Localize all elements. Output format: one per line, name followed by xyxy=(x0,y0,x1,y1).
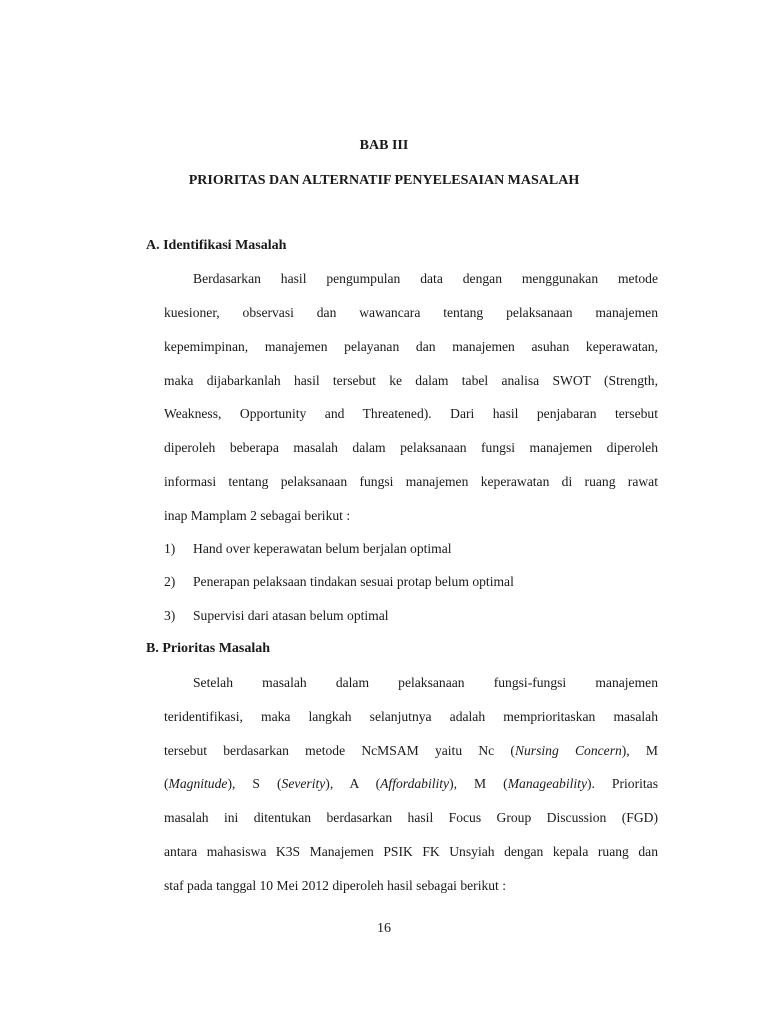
section-a-line: Berdasarkan hasil pengumpulan data dengan menggunakan metode xyxy=(193,271,658,286)
section-b-line: Setelah masalah dalam pelaksanaan fungsi-fungsi manajemen xyxy=(193,675,658,690)
section-b-line: teridentifikasi, maka langkah selanjutnya adalah memprioritaskan masalah xyxy=(164,709,658,724)
section-a-line: kuesioner, observasi dan wawancara tentang pelaksanaan manajemen xyxy=(164,305,658,320)
list-item-number: 1) xyxy=(164,541,176,556)
chapter-title: PRIORITAS DAN ALTERNATIF PENYELESAIAN MASALAH xyxy=(188,173,580,188)
page-number: 16 xyxy=(377,921,391,936)
section-a-line: diperoleh beberapa masalah dalam pelaksanaan fungsi manajemen diperoleh xyxy=(164,440,658,455)
term-nursing-concern: Nursing Concern xyxy=(514,743,622,758)
term-severity: Severity xyxy=(281,776,326,791)
section-b-heading: B. Prioritas Masalah xyxy=(146,641,271,656)
list-item-text: Penerapan pelaksaan tindakan sesuai protap belum optimal xyxy=(193,574,514,589)
section-a-line: maka dijabarkanlah hasil tersebut ke dalam tabel analisa SWOT (Strength, xyxy=(164,373,658,388)
text-run: ), M xyxy=(621,743,659,758)
text-run: ), A ( xyxy=(325,776,381,791)
section-a-line: informasi tentang pelaksanaan fungsi manajemen keperawatan di ruang rawat xyxy=(164,474,658,489)
list-item-number: 3) xyxy=(164,608,176,623)
section-b-line: staf pada tanggal 10 Mei 2012 diperoleh hasil sebagai berikut : xyxy=(164,878,507,893)
list-item-text: Supervisi dari atasan belum optimal xyxy=(193,608,389,623)
term-affordability: Affordability xyxy=(380,776,450,791)
text-run: ), M ( xyxy=(449,776,508,791)
text-run: tersebut berdasarkan metode NcMSAM yaitu Nc ( xyxy=(164,743,515,758)
text-run: ). Prioritas xyxy=(586,776,659,791)
section-b-line: antara mahasiswa K3S Manajemen PSIK FK Unsyiah dengan kepala ruang dan xyxy=(164,844,658,859)
section-b-line xyxy=(164,743,658,759)
section-b-line xyxy=(164,776,658,792)
list-item-number: 2) xyxy=(164,574,176,589)
list-item-text: Hand over keperawatan belum berjalan optimal xyxy=(193,541,452,556)
text-run: ), S ( xyxy=(227,776,282,791)
section-a-line: Weakness, Opportunity and Threatened). Dari hasil penjabaran tersebut xyxy=(164,406,658,421)
text-run: ( xyxy=(164,776,169,791)
section-a-heading: A. Identifikasi Masalah xyxy=(146,238,287,253)
term-magnitude: Magnitude xyxy=(168,776,228,791)
chapter-label: BAB III xyxy=(359,138,409,153)
section-b-line: masalah ini ditentukan berdasarkan hasil Focus Group Discussion (FGD) xyxy=(164,810,658,825)
section-a-line: inap Mamplam 2 sebagai berikut : xyxy=(164,508,351,523)
section-a-line: kepemimpinan, manajemen pelayanan dan manajemen asuhan keperawatan, xyxy=(164,339,658,354)
term-manageability: Manageability xyxy=(507,776,587,791)
